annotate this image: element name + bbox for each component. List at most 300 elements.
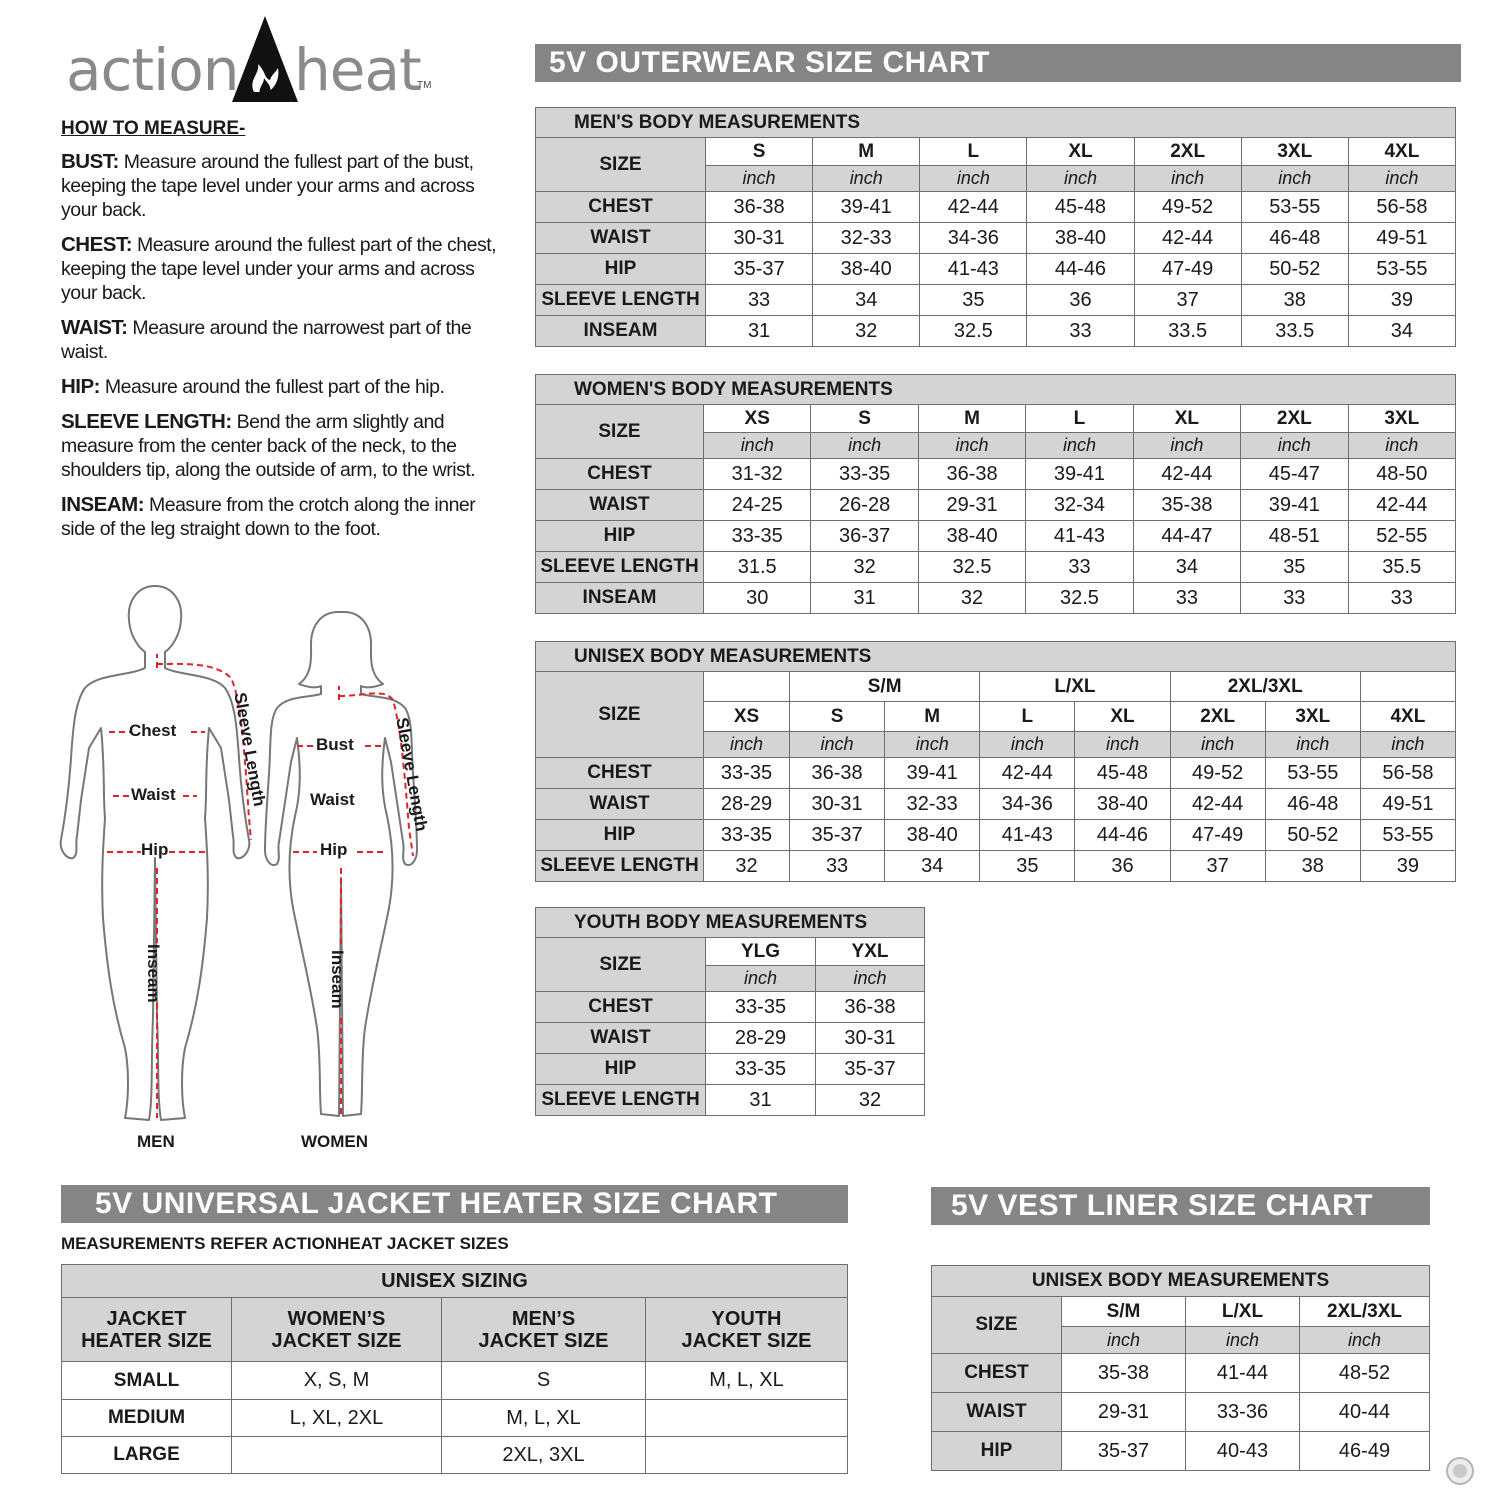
table-row	[536, 1085, 925, 1116]
table-row	[536, 758, 1456, 789]
table-cell: 39-41	[1026, 459, 1133, 490]
measure-item-sleeve	[61, 410, 501, 482]
table-cell: 47-49	[1170, 820, 1265, 851]
unit-cell: inch	[1348, 166, 1455, 192]
size-group: L/XL	[980, 672, 1170, 702]
measure-term: HIP:	[61, 375, 100, 398]
row-label: WAIST	[536, 223, 706, 254]
size-col: 2XL	[1241, 405, 1348, 433]
table-cell: 40-44	[1300, 1393, 1430, 1432]
size-col: L	[920, 138, 1027, 166]
table-cell: 26-28	[811, 490, 918, 521]
table-cell: 38	[1265, 851, 1360, 882]
men-chest-label: Chest	[129, 721, 177, 740]
measure-term: WAIST:	[61, 316, 128, 339]
table-row	[536, 192, 1456, 223]
table-cell: 46-48	[1265, 789, 1360, 820]
table-cell: X, S, M	[232, 1362, 442, 1400]
table-cell: 37	[1134, 285, 1241, 316]
table-cell: 36-37	[811, 521, 918, 552]
row-label: INSEAM	[536, 583, 704, 614]
size-col: 3XL	[1348, 405, 1455, 433]
table-cell: 39	[1348, 285, 1455, 316]
table-cell: 35-37	[1062, 1432, 1186, 1471]
table-cell: 28-29	[704, 789, 790, 820]
row-label: HIP	[536, 820, 704, 851]
table-cell: 53-55	[1265, 758, 1360, 789]
unit-cell: inch	[1062, 1327, 1186, 1354]
table-row	[536, 459, 1456, 490]
body-figures	[55, 578, 435, 1158]
measure-term: BUST:	[61, 150, 119, 173]
table-cell: 35-37	[816, 1054, 925, 1085]
table-cell: 44-46	[1027, 254, 1134, 285]
table-cell: 49-52	[1170, 758, 1265, 789]
table-cell: 36	[1027, 285, 1134, 316]
women-waist-label: Waist	[310, 790, 355, 809]
youth-size-table	[535, 907, 925, 1116]
table-cell: 34	[1133, 552, 1240, 583]
table-row	[536, 316, 1456, 347]
group-empty	[1360, 672, 1455, 702]
men-hip-label: Hip	[141, 840, 169, 859]
size-col: M	[918, 405, 1025, 433]
table-row	[932, 1393, 1430, 1432]
group-empty	[704, 672, 790, 702]
table-cell: 32.5	[1026, 583, 1133, 614]
table-cell: 33	[1026, 552, 1133, 583]
trademark: TM	[417, 80, 432, 91]
table-cell: 32	[704, 851, 790, 882]
size-col: XL	[1133, 405, 1240, 433]
row-label: WAIST	[536, 1023, 706, 1054]
row-label: CHEST	[536, 992, 706, 1023]
heater-subtitle: MEASUREMENTS REFER ACTIONHEAT JACKET SIZES	[61, 1234, 509, 1253]
men-table-title: MEN'S BODY MEASUREMENTS	[536, 108, 1456, 138]
row-label: CHEST	[536, 758, 704, 789]
unit-cell: inch	[706, 166, 813, 192]
table-cell: 47-49	[1134, 254, 1241, 285]
size-header: SIZE	[932, 1297, 1062, 1354]
men-waist-label: Waist	[131, 785, 176, 804]
unit-cell: inch	[790, 732, 885, 758]
table-cell: 32-33	[813, 223, 920, 254]
row-label: WAIST	[932, 1393, 1062, 1432]
size-col: 4XL	[1348, 138, 1455, 166]
table-row	[536, 521, 1456, 552]
row-label: SLEEVE LENGTH	[536, 285, 706, 316]
row-label: SLEEVE LENGTH	[536, 851, 704, 882]
table-cell: 33-35	[704, 758, 790, 789]
unit-cell: inch	[1348, 433, 1455, 459]
table-cell: 48-50	[1348, 459, 1455, 490]
table-cell: 35-37	[790, 820, 885, 851]
table-row	[932, 1432, 1430, 1471]
unisex-table-title: UNISEX BODY MEASUREMENTS	[536, 642, 1456, 672]
size-col: 2XL	[1134, 138, 1241, 166]
unit-cell: inch	[813, 166, 920, 192]
size-col: L	[1026, 405, 1133, 433]
table-cell	[646, 1437, 848, 1474]
header-line: WOMEN’S	[287, 1307, 386, 1330]
unit-cell: inch	[1170, 732, 1265, 758]
size-col: 3XL	[1241, 138, 1348, 166]
row-label: MEDIUM	[62, 1400, 232, 1437]
unit-cell: inch	[1300, 1327, 1430, 1354]
table-cell: 42-44	[1134, 223, 1241, 254]
table-cell: 36	[1075, 851, 1170, 882]
row-label: HIP	[536, 1054, 706, 1085]
measure-item-hip	[61, 375, 501, 399]
measure-term: CHEST:	[61, 233, 133, 256]
size-col: 2XL	[1170, 702, 1265, 732]
row-label: SLEEVE LENGTH	[536, 552, 704, 583]
table-row	[536, 552, 1456, 583]
size-group: 2XL/3XL	[1170, 672, 1360, 702]
row-label: CHEST	[932, 1354, 1062, 1393]
table-cell: 48-51	[1241, 521, 1348, 552]
table-row	[536, 490, 1456, 521]
table-row	[62, 1400, 848, 1437]
how-to-measure-heading: HOW TO MEASURE-	[61, 118, 246, 139]
header-line: JACKET SIZE	[478, 1329, 609, 1352]
row-label: LARGE	[62, 1437, 232, 1474]
unit-cell: inch	[920, 166, 1027, 192]
table-cell: 30	[704, 583, 811, 614]
table-cell: 45-48	[1075, 758, 1170, 789]
table-cell: 39	[1360, 851, 1455, 882]
size-col: 3XL	[1265, 702, 1360, 732]
header-line: YOUTH	[711, 1307, 782, 1330]
table-cell	[646, 1400, 848, 1437]
men-size-table	[535, 107, 1456, 347]
table-row	[536, 285, 1456, 316]
table-cell: 42-44	[1348, 490, 1455, 521]
size-col: XS	[704, 702, 790, 732]
row-label: HIP	[536, 254, 706, 285]
flame-logo-icon	[230, 14, 300, 104]
table-cell: 36-38	[918, 459, 1025, 490]
table-row	[536, 1054, 925, 1085]
heater-table-title: UNISEX SIZING	[62, 1265, 848, 1298]
measure-item-bust	[61, 150, 501, 222]
row-label: CHEST	[536, 192, 706, 223]
measure-term: SLEEVE LENGTH:	[61, 410, 232, 433]
table-cell: 49-51	[1348, 223, 1455, 254]
table-cell: 24-25	[704, 490, 811, 521]
table-cell: 39-41	[1241, 490, 1348, 521]
women-table-title: WOMEN'S BODY MEASUREMENTS	[536, 375, 1456, 405]
table-cell: 39-41	[813, 192, 920, 223]
row-label: SMALL	[62, 1362, 232, 1400]
table-cell: 38-40	[1075, 789, 1170, 820]
unit-cell: inch	[1265, 732, 1360, 758]
vest-size-table	[931, 1265, 1430, 1471]
table-cell: 44-47	[1133, 521, 1240, 552]
header-line: MEN’S	[511, 1307, 576, 1330]
table-cell: 53-55	[1241, 192, 1348, 223]
unisex-size-table	[535, 641, 1456, 882]
unit-cell: inch	[1027, 166, 1134, 192]
women-inseam-label: Inseam	[328, 950, 347, 1009]
table-cell: 32	[813, 316, 920, 347]
row-label: SLEEVE LENGTH	[536, 1085, 706, 1116]
table-cell: 38-40	[813, 254, 920, 285]
table-row	[536, 1023, 925, 1054]
men-inseam-label: Inseam	[144, 944, 163, 1003]
table-cell: 41-43	[920, 254, 1027, 285]
table-cell: 42-44	[1133, 459, 1240, 490]
unit-cell: inch	[885, 732, 980, 758]
men-sleeve-label: Sleeve Length	[230, 691, 270, 808]
table-cell: 32.5	[920, 316, 1027, 347]
table-cell: 50-52	[1241, 254, 1348, 285]
size-col: L/XL	[1186, 1297, 1300, 1327]
table-cell: 32-33	[885, 789, 980, 820]
table-cell: 46-49	[1300, 1432, 1430, 1471]
size-header: SIZE	[536, 672, 704, 758]
measure-text: Bend the arm slightly and measure from the center back of the neck, to the shoulders tip, along the outside of arm, to the wrist.	[61, 411, 476, 481]
how-to-measure-section	[61, 118, 501, 552]
row-label: HIP	[536, 521, 704, 552]
measure-text: Measure around the fullest part of the chest, keeping the tape level under your arms and across your back.	[61, 234, 497, 304]
heater-col-header	[646, 1298, 848, 1362]
heater-banner: 5V UNIVERSAL JACKET HEATER SIZE CHART	[61, 1185, 848, 1223]
table-cell: 33	[790, 851, 885, 882]
vest-banner: 5V VEST LINER SIZE CHART	[931, 1187, 1430, 1225]
table-cell: 2XL, 3XL	[442, 1437, 646, 1474]
table-cell: 33-35	[811, 459, 918, 490]
unit-cell: inch	[1134, 166, 1241, 192]
table-cell: 36-38	[790, 758, 885, 789]
women-bust-label: Bust	[316, 735, 354, 754]
unit-cell: inch	[1186, 1327, 1300, 1354]
size-header: SIZE	[536, 938, 706, 992]
table-cell: 30-31	[816, 1023, 925, 1054]
unit-cell: inch	[1241, 166, 1348, 192]
table-cell: 33.5	[1134, 316, 1241, 347]
logo-text-heat: heat	[294, 36, 421, 104]
table-cell: 33-35	[706, 1054, 816, 1085]
body-outline-illustration	[55, 578, 435, 1138]
table-cell: 31	[811, 583, 918, 614]
table-cell: 35.5	[1348, 552, 1455, 583]
size-col: XL	[1027, 138, 1134, 166]
table-cell: 38-40	[918, 521, 1025, 552]
table-cell: L, XL, 2XL	[232, 1400, 442, 1437]
table-cell: 53-55	[1348, 254, 1455, 285]
row-label: CHEST	[536, 459, 704, 490]
table-cell: 33	[1241, 583, 1348, 614]
youth-table-title: YOUTH BODY MEASUREMENTS	[536, 908, 925, 938]
table-cell: 49-51	[1360, 789, 1455, 820]
size-col: YXL	[816, 938, 925, 966]
table-cell: 37	[1170, 851, 1265, 882]
table-cell: 29-31	[1062, 1393, 1186, 1432]
table-cell: 45-48	[1027, 192, 1134, 223]
table-cell: 36-38	[706, 192, 813, 223]
table-cell: M, L, XL	[646, 1362, 848, 1400]
table-cell: 31	[706, 1085, 816, 1116]
scroll-target-icon[interactable]	[1444, 1455, 1476, 1487]
table-cell: 42-44	[980, 758, 1075, 789]
table-cell: 35-38	[1133, 490, 1240, 521]
table-cell: 38-40	[1027, 223, 1134, 254]
table-row	[536, 254, 1456, 285]
actionheat-logo	[62, 14, 442, 106]
table-cell: 35	[1241, 552, 1348, 583]
table-row	[536, 223, 1456, 254]
table-cell: 34	[813, 285, 920, 316]
vest-table-title: UNISEX BODY MEASUREMENTS	[932, 1266, 1430, 1297]
table-cell: 46-48	[1241, 223, 1348, 254]
table-cell: 33-36	[1186, 1393, 1300, 1432]
size-col: S	[706, 138, 813, 166]
size-group: S/M	[790, 672, 980, 702]
table-cell: 30-31	[790, 789, 885, 820]
table-cell: 33.5	[1241, 316, 1348, 347]
measure-term: INSEAM:	[61, 493, 145, 516]
table-cell: 35	[920, 285, 1027, 316]
unit-cell: inch	[1026, 433, 1133, 459]
heater-col-header	[232, 1298, 442, 1362]
table-cell: 33	[1133, 583, 1240, 614]
header-line: JACKET SIZE	[681, 1329, 812, 1352]
table-cell: 33	[1027, 316, 1134, 347]
table-cell: 50-52	[1265, 820, 1360, 851]
size-col: S	[790, 702, 885, 732]
size-col: 4XL	[1360, 702, 1455, 732]
row-label: HIP	[932, 1432, 1062, 1471]
unit-cell: inch	[1075, 732, 1170, 758]
table-cell	[232, 1437, 442, 1474]
heater-col-header	[62, 1298, 232, 1362]
table-cell: 33-35	[704, 820, 790, 851]
table-cell: 34	[885, 851, 980, 882]
table-cell: 31.5	[704, 552, 811, 583]
women-sleeve-label: Sleeve Length	[392, 716, 432, 833]
size-header: SIZE	[536, 405, 704, 459]
table-cell: 30-31	[706, 223, 813, 254]
table-cell: S	[442, 1362, 646, 1400]
men-caption: MEN	[137, 1132, 175, 1151]
heater-size-table	[61, 1264, 848, 1474]
table-cell: 33-35	[704, 521, 811, 552]
table-cell: 56-58	[1348, 192, 1455, 223]
table-cell: 38-40	[885, 820, 980, 851]
table-cell: 41-43	[980, 820, 1075, 851]
row-label: INSEAM	[536, 316, 706, 347]
size-col: L	[980, 702, 1075, 732]
table-cell: 56-58	[1360, 758, 1455, 789]
header-line: JACKET	[106, 1307, 187, 1330]
table-cell: 38	[1241, 285, 1348, 316]
outerwear-banner: 5V OUTERWEAR SIZE CHART	[535, 44, 1461, 82]
size-col: 2XL/3XL	[1300, 1297, 1430, 1327]
table-cell: 49-52	[1134, 192, 1241, 223]
measure-item-waist	[61, 316, 501, 364]
table-cell: 33	[1348, 583, 1455, 614]
size-col: S/M	[1062, 1297, 1186, 1327]
table-cell: M, L, XL	[442, 1400, 646, 1437]
table-cell: 41-43	[1026, 521, 1133, 552]
table-cell: 32-34	[1026, 490, 1133, 521]
table-cell: 42-44	[920, 192, 1027, 223]
table-cell: 41-44	[1186, 1354, 1300, 1393]
table-row	[62, 1437, 848, 1474]
table-row	[536, 992, 925, 1023]
measure-text: Measure from the crotch along the inner side of the leg straight down to the foot.	[61, 494, 476, 540]
measure-text: Measure around the narrowest part of the waist.	[61, 317, 472, 363]
table-cell: 33	[706, 285, 813, 316]
unit-cell: inch	[704, 732, 790, 758]
table-cell: 39-41	[885, 758, 980, 789]
unit-cell: inch	[1360, 732, 1455, 758]
table-cell: 35-37	[706, 254, 813, 285]
table-cell: 36-38	[816, 992, 925, 1023]
unit-cell: inch	[1133, 433, 1240, 459]
unit-cell: inch	[706, 966, 816, 992]
table-cell: 31	[706, 316, 813, 347]
table-cell: 31-32	[704, 459, 811, 490]
table-cell: 45-47	[1241, 459, 1348, 490]
unit-cell: inch	[816, 966, 925, 992]
table-cell: 34-36	[980, 789, 1075, 820]
table-row	[536, 789, 1456, 820]
table-row	[932, 1354, 1430, 1393]
table-cell: 40-43	[1186, 1432, 1300, 1471]
size-col: XL	[1075, 702, 1170, 732]
measure-item-inseam	[61, 493, 501, 541]
measure-item-chest	[61, 233, 501, 305]
table-cell: 42-44	[1170, 789, 1265, 820]
women-hip-label: Hip	[320, 840, 348, 859]
table-cell: 33-35	[706, 992, 816, 1023]
women-caption: WOMEN	[301, 1132, 369, 1151]
size-col: XS	[704, 405, 811, 433]
table-row	[536, 851, 1456, 882]
table-cell: 32	[918, 583, 1025, 614]
table-cell: 35	[980, 851, 1075, 882]
unit-cell: inch	[918, 433, 1025, 459]
women-size-table	[535, 374, 1456, 614]
table-cell: 32	[816, 1085, 925, 1116]
table-cell: 35-38	[1062, 1354, 1186, 1393]
size-col: S	[811, 405, 918, 433]
table-row	[536, 820, 1456, 851]
header-line: JACKET SIZE	[271, 1329, 402, 1352]
table-cell: 32.5	[918, 552, 1025, 583]
size-header: SIZE	[536, 138, 706, 192]
table-row	[536, 583, 1456, 614]
table-cell: 52-55	[1348, 521, 1455, 552]
header-line: HEATER SIZE	[81, 1329, 212, 1352]
measure-text: Measure around the fullest part of the bust, keeping the tape level under your arms and across your back.	[61, 151, 475, 221]
table-cell: 44-46	[1075, 820, 1170, 851]
unit-cell: inch	[811, 433, 918, 459]
unit-cell: inch	[1241, 433, 1348, 459]
unit-cell: inch	[980, 732, 1075, 758]
table-cell: 34-36	[920, 223, 1027, 254]
table-cell: 32	[811, 552, 918, 583]
table-cell: 28-29	[706, 1023, 816, 1054]
size-col: YLG	[706, 938, 816, 966]
table-cell: 53-55	[1360, 820, 1455, 851]
logo-text-action: action	[66, 36, 239, 104]
table-row	[62, 1362, 848, 1400]
table-cell: 29-31	[918, 490, 1025, 521]
row-label: WAIST	[536, 789, 704, 820]
